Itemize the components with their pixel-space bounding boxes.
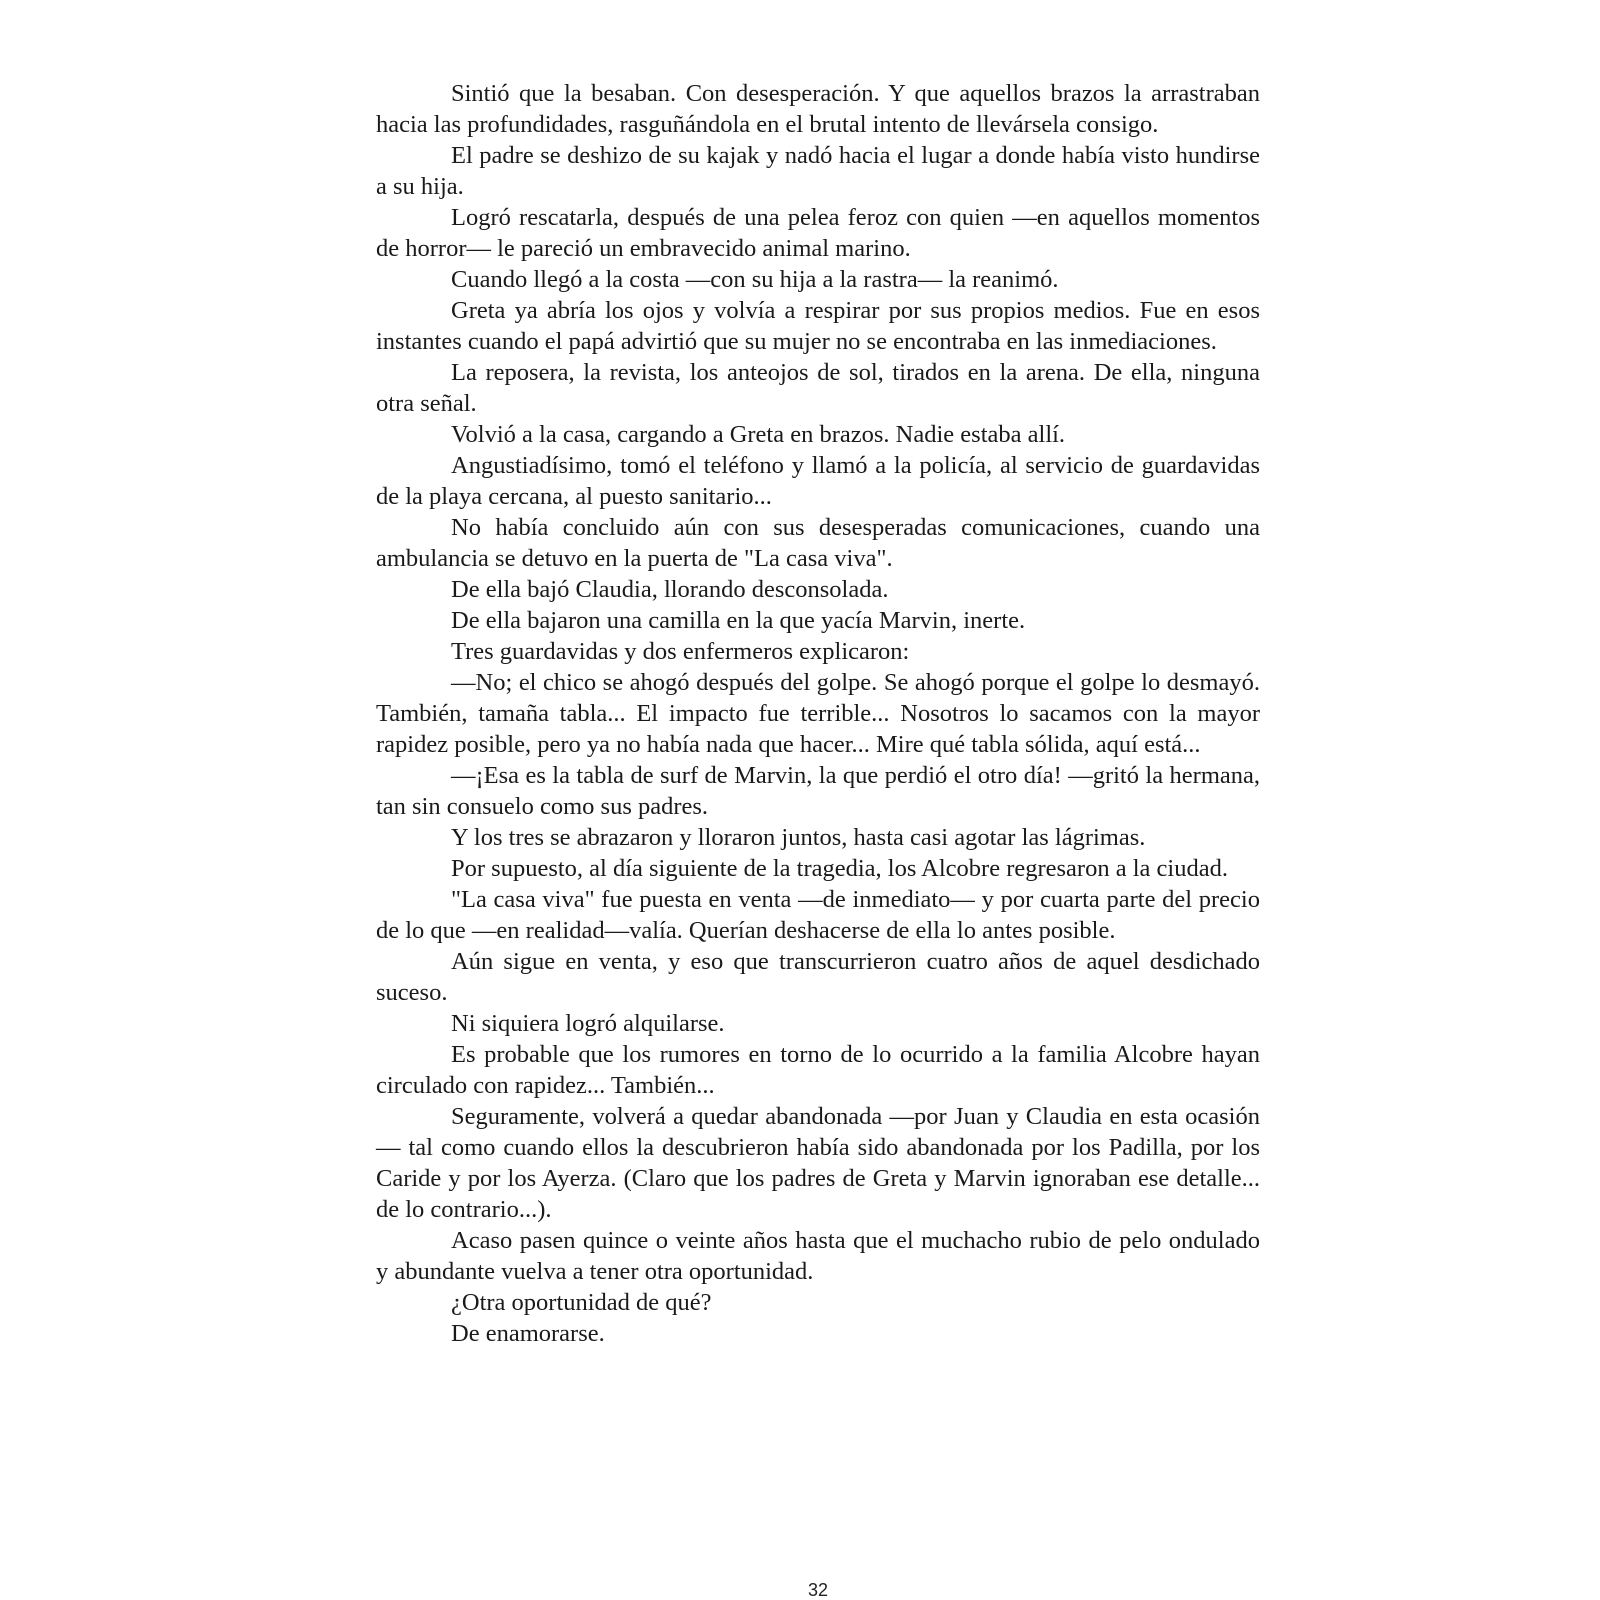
paragraph: De ella bajaron una camilla en la que yacía Marvin, inerte. xyxy=(451,607,1026,634)
paragraph: Angustiadísimo, tomó el teléfono y llamó a la policía, al servicio de guardavidas de la playa cercana, al puesto sanitario... xyxy=(376,452,1260,510)
paragraph: Ni siquiera logró alquilarse. xyxy=(451,1010,725,1037)
paragraph: Logró rescatarla, después de una pelea feroz con quien —en aquellos momentos de horror— le pareció un embravecido animal marino. xyxy=(376,204,1260,262)
paragraph: Aún sigue en venta, y eso que transcurrieron cuatro años de aquel desdichado suceso. xyxy=(376,948,1260,1006)
paragraph: No había concluido aún con sus desesperadas comunicaciones, cuando una ambulancia se detuvo en la puerta de "La casa viva". xyxy=(376,514,1260,572)
paragraph: Es probable que los rumores en torno de lo ocurrido a la familia Alcobre hayan circulado con rapidez... También... xyxy=(376,1041,1260,1099)
paragraph: —No; el chico se ahogó después del golpe. Se ahogó porque el golpe lo desmayó. También, tamaña tabla... El impacto fue terrible... Nosotros lo sacamos con la mayor rapidez posible, pero ya no había nada que hacer... Mire qué tabla sólida, aquí está... xyxy=(376,669,1260,758)
paragraph: Seguramente, volverá a quedar abandonada —por Juan y Claudia en esta ocasión— tal como cuando ellos la descubrieron había sido abandonada por los Padilla, por los Caride y por los Ayerza. (Claro que los padres de Greta y Marvin ignoraban ese detalle... de lo contrario...). xyxy=(376,1103,1260,1223)
paragraph: Volvió a la casa, cargando a Greta en brazos. Nadie estaba allí. xyxy=(451,421,1066,448)
body-text xyxy=(376,78,1260,1349)
paragraph: De ella bajó Claudia, llorando desconsolada. xyxy=(451,576,889,603)
paragraph: Greta ya abría los ojos y volvía a respirar por sus propios medios. Fue en esos instantes cuando el papá advirtió que su mujer no se encontraba en las inmediaciones. xyxy=(376,297,1260,355)
paragraph: El padre se deshizo de su kajak y nadó hacia el lugar a donde había visto hundirse a su hija. xyxy=(376,142,1260,200)
paragraph: Acaso pasen quince o veinte años hasta que el muchacho rubio de pelo ondulado y abundante vuelva a tener otra oportunidad. xyxy=(376,1227,1260,1285)
paragraph: La reposera, la revista, los anteojos de sol, tirados en la arena. De ella, ninguna otra señal. xyxy=(376,359,1260,417)
paragraph: "La casa viva" fue puesta en venta —de inmediato— y por cuarta parte del precio de lo que —en realidad—valía. Querían deshacerse de ella lo antes posible. xyxy=(376,886,1260,944)
paragraph: —¡Esa es la tabla de surf de Marvin, la que perdió el otro día! —gritó la hermana, tan sin consuelo como sus padres. xyxy=(376,762,1260,820)
paragraph: Por supuesto, al día siguiente de la tragedia, los Alcobre regresaron a la ciudad. xyxy=(451,855,1228,882)
paragraph: De enamorarse. xyxy=(451,1320,605,1347)
paragraph: Tres guardavidas y dos enfermeros explicaron: xyxy=(451,638,910,665)
paragraph: ¿Otra oportunidad de qué? xyxy=(451,1289,712,1316)
page-number: 32 xyxy=(807,1580,829,1600)
paragraph: Cuando llegó a la costa —con su hija a la rastra— la reanimó. xyxy=(451,266,1059,293)
paragraph: Y los tres se abrazaron y lloraron juntos, hasta casi agotar las lágrimas. xyxy=(451,824,1146,851)
paragraph: Sintió que la besaban. Con desesperación. Y que aquellos brazos la arrastraban hacia las profundidades, rasguñándola en el brutal intento de llevársela consigo. xyxy=(376,80,1260,138)
